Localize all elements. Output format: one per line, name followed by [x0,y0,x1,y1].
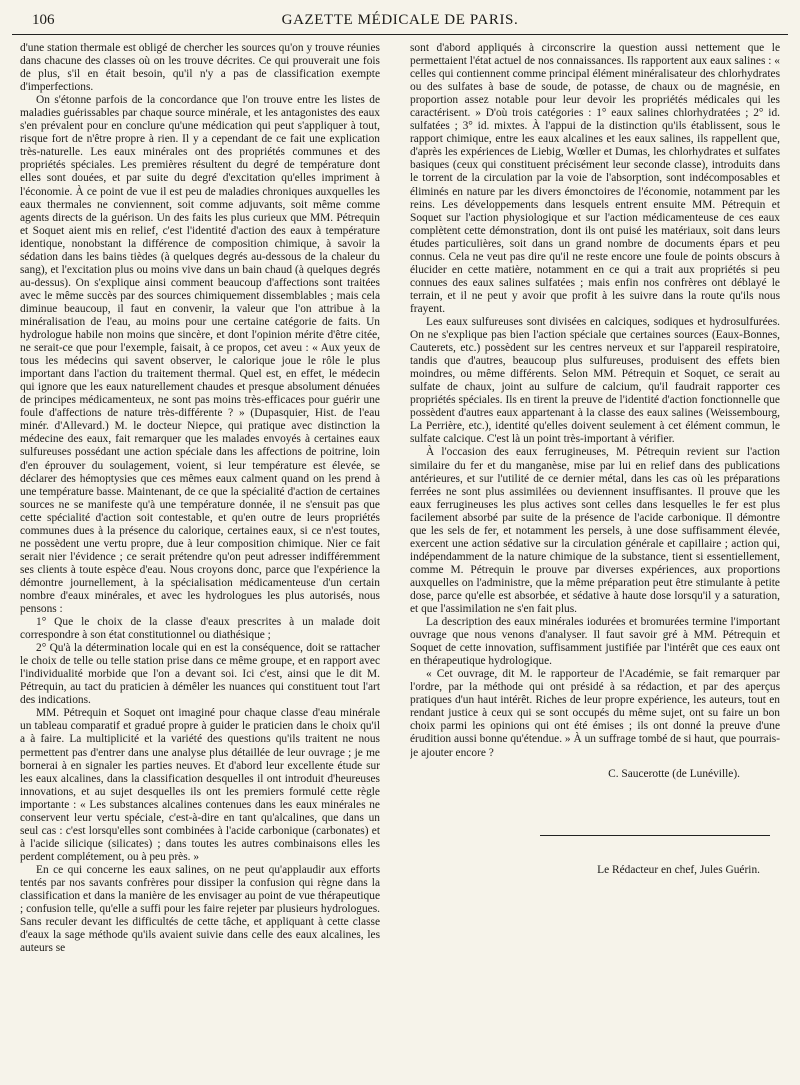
running-title: GAZETTE MÉDICALE DE PARIS. [281,12,519,28]
paragraph: 1° Que le choix de la classe d'eaux prescrites à un malade doit correspondre à son état constitutionnel ou diathésique ; [20,616,380,642]
page-header [12,8,788,35]
page-number: 106 [32,12,55,28]
right-column-text [410,42,780,760]
paragraph: Les eaux sulfureuses sont divisées en calciques, sodiques et hydrosulfurées. On ne s'explique pas bien l'action spéciale que certaines sources (Eaux-Bonnes, Cauterets, etc.) possèdent sur les centres nerveux et sur l'appareil respiratoire, tandis que d'autres, beaucoup plus sulfureuses, produisent des effets bien moindres, ou même différents. Selon MM. Pétrequin et Soquet, ce serait au sulfate de chaux, joint au sulfure de calcium, qu'il faudrait rapporter ces propriétés spéciales. Ils en tirent la preuve de l'identité d'action fonctionnelle que possèdent d'autres eaux appartenant à la classe des eaux salines (Weissembourg, La Perrière, etc.), identité qu'elles doivent seulement à cet élément commun, le sulfate calcique. C'est là un point très-important à vérifier. [410,315,780,446]
paragraph: En ce qui concerne les eaux salines, on ne peut qu'applaudir aux efforts tentés par nos savants confrères pour dissiper la confusion qui règne dans la classification et dans la manière de les envisager au point de vue thérapeutique ; confusion telle, qu'elle a suffi pour les faire rejeter par plusieurs hydrologues. Sans reculer devant les difficultés de cette tâche, et appliquant à cette classe d'eaux la sage méthode qu'ils avaient suivie dans celle des eaux alcalines, les auteurs se [20,863,380,955]
right-column [410,42,780,1073]
paragraph: « Cet ouvrage, dit M. le rapporteur de l'Académie, se fait remarquer par l'ordre, par la méthode qui ont présidé à sa rédaction, et par des aperçus pratiques d'un haut intérêt. Riches de leur propre expérience, les auteurs, tout en rendant justice à ceux qui se sont occupés du même sujet, ont su faire un bon choix parmi les opinions qui ont été émises ; ils ont donné la preuve d'une érudition aussi bonne qu'étendue. » À un suffrage tombé de si haut, que pourrais-je ajouter encore ? [410,668,780,759]
paragraph: 2° Qu'à la détermination locale qui en est la conséquence, doit se rattacher le choix de telle ou telle station prise dans ce même groupe, et en rapport avec l'individualité morbide que l'on a devant soi. Ici c'est, ainsi que le dit M. Pétrequin, au tact du praticien à démêler les nuances qui constituent tout l'art des indications. [20,642,380,707]
paragraph: La description des eaux minérales iodurées et bromurées termine l'important ouvrage que nous venons d'analyser. Il faut savoir gré à MM. Pétrequin et Soquet de cette innovation, suffisamment justifiée par l'intérêt que ces eaux ont en thérapeutique hydrologique. [410,616,780,668]
article-signature: C. Saucerotte (de Lunéville). [608,767,740,780]
left-column [20,42,380,1073]
editor-line: Le Rédacteur en chef, Jules Guérin. [597,863,760,876]
paragraph: sont d'abord appliqués à circonscrire la question aussi nettement que le permettaient l'état actuel de nos connaissances. Ils rapportent aux eaux salines : « celles qui contiennent comme principal élément minéralisateur des chlorhydrates ou des sulfates à base de soude, de potasse, de chaux ou de magnésie, en proportion assez notable pour leur devoir les propriétés médicales qui les caractérisent. » D'où trois catégories : 1° eaux salines chlorhydratées ; 2° id. sulfatées ; 3° id. mixtes. À l'appui de la distinction qu'ils établissent, sous le rapport chimique, entre les eaux alcalines et les eaux salines, ils rappellent que, d'après les expériences de Liebig, Wœller et Dumas, les chlorhydrates et sulfates basiques (ceux qui constituent précisément leur seconde classe), introduits dans le torrent de la circulation par la voie de l'absorption, sont indécomposables et éliminés en nature par les divers émonctoires de l'économie, notamment par les reins. Les développements dans lesquels entrent ensuite MM. Pétrequin et Soquet sur l'action physiologique et sur l'action médicamenteuse de ces eaux complètent cette démonstration, dont ils ont puisé les matériaux, soit dans leurs études particulières, soit dans un grand nombre de documents épars et peu connus. Cela ne veut pas dire qu'il ne reste encore une foule de points obscurs à élucider en cette matière, notamment en ce qui a trait aux propriétés si peu connues des eaux salines sulfatées ; mais enfin nos confrères ont déblayé le terrain, et il ne peut y avoir que profit à les suivre dans la route qu'ils nous frayent. [410,42,780,315]
paragraph: À l'occasion des eaux ferrugineuses, M. Pétrequin revient sur l'action similaire du fer et du manganèse, mise par lui en relief dans des publications antérieures, et sur l'utilité de ce dernier métal, dans les cas où les préparations ferrées ne sont plus assimilées ou deviennent insuffisantes. Il prouve que les eaux ferrugineuses les plus actives sont celles dans lesquelles le fer est plus facilement absorbé par suite de la présence de l'acide carbonique. Il démontre que les sels de fer, et notamment les persels, à une dose suffisamment élevée, exercent une action sédative sur la circulation générale et capillaire ; action qui, indépendamment de la nature chimique de la substance, tient si essentiellement, comme M. Pétrequin le prouve par diverses expériences, aux proportions auxquelles on l'administre, que la même préparation peut être stimulante à petite dose, parce qu'elle est absorbée, et sédative à haute dose lorsqu'il y a saturation, et que l'assimilation ne s'en fait plus. [410,446,780,616]
separator-rule [540,835,770,836]
paragraph: On s'étonne parfois de la concordance que l'on trouve entre les listes de maladies guérissables par chaque source minérale, et les antagonistes des eaux s'en prévalent pour en conclure qu'une médication qui peut s'appliquer à tout, risque fort de n'être propre à rien. Il y a cependant de ce fait une explication très-naturelle. Les eaux minérales ont des propriétés communes et des propriétés spéciales. Les premières résultent du degré de température dont elles sont douées, et par suite du degré d'excitation qu'elles impriment à l'économie. À ce point de vue il est peu de maladies chroniques auxquelles les eaux thermales ne conviennent, soit comme adjuvants, soit même comme agents directs de la guérison. Un des faits les plus curieux que MM. Pétrequin et Soquet aient mis en relief, c'est l'identité d'action des eaux à température identique, nonobstant la différence de composition chimique, à savoir la sédation dans les bains tièdes (à quelques degrés au-dessous de la chaleur du sang), et l'excitation plus ou moins vive dans un bain chaud (à quelques degrés au-dessus). On s'explique ainsi comment beaucoup d'affections sont traitées avec le même succès par des sources chimiquement dissemblables ; mais cela diminue beaucoup, il faut en convenir, la valeur que l'on attribue à la minéralisation de l'eau, au moins pour une certaine catégorie de faits. Un hydrologue habile non moins que sincère, et dont l'opinion mérite d'être citée, ne serait-ce que pour l'exemple, faisait, à ce propos, cet aveu : « Aux yeux de tous les médecins qui savent observer, le calorique joue le rôle le plus important dans l'action du traitement thermal. Quel est, en effet, le médecin qui ignore que les eaux naturellement chaudes et presque absolument dénuées de principes médicamenteux, ne sont pas moins très-efficaces pour guérir une foule d'affections de nature très-différente ? » (Dupasquier, Hist. de l'eau minér. d'Allevard.) M. le docteur Niepce, qui pratique avec distinction la médecine des eaux, fait remarquer que les malades envoyés à certaines eaux sulfureuses possédant une action spéciale dans les affections de poitrine, loin d'en éprouver du soulagement, voient, si leur température est élevée, se déclarer des hémoptysies que ces mêmes eaux calment quand on les prend à une température basse. Maintenant, de ce que la spécialité d'action de certaines sources ne se manifeste qu'à une température donnée, il ne s'ensuit pas que cette spécialité d'action soit contestable, et qu'en outre de leurs propriétés communes dues à la présence du calorique, certaines eaux, si ce n'est toutes, ne possèdent une vertu propre, due à leur composition chimique. Nier ce fait serait nier l'évidence ; ce serait prétendre qu'on peut adresser indifféremment ses clients à toute espèce d'eau. Nous croyons donc, parce que l'expérience la démontre journellement, à la spécialisation médicamenteuse d'un certain nombre d'eaux minérales, et avec les hydrologues les plus autorisés, nous pensons : [20,94,380,616]
paragraph: MM. Pétrequin et Soquet ont imaginé pour chaque classe d'eau minérale un tableau comparatif et gradué propre à guider le praticien dans le choix qu'il a à faire. La multiplicité et la variété des questions qu'ils traitent ne nous permettent pas d'entrer dans une analyse plus détaillée de leur ouvrage ; je me bornerai à en signaler les parties neuves. Et d'abord leur excellente étude sur les eaux alcalines, dans la classification desquelles il ont introduit d'heureuses innovations, et au sujet desquelles ils ont les premiers formulé cette règle importante : « Les substances alcalines contenues dans les eaux minérales ne conservent leur vertu spéciale, c'est-à-dire en tant qu'alcalines, que dans un seul cas : c'est lorsqu'elles sont combinées à l'acide carbonique (carbonates) et à l'acide silicique (silicates) ; dans toutes les autres combinaisons elles les perdent complétement, ou à peu près. » [20,707,380,863]
paragraph: d'une station thermale est obligé de chercher les sources qu'on y trouve réunies dans chacune des classes où on les trouve décrites. Ce qui prouverait une fois de plus, s'il en était besoin, qu'il n'y a pas de classification exempte d'imperfections. [20,42,380,94]
